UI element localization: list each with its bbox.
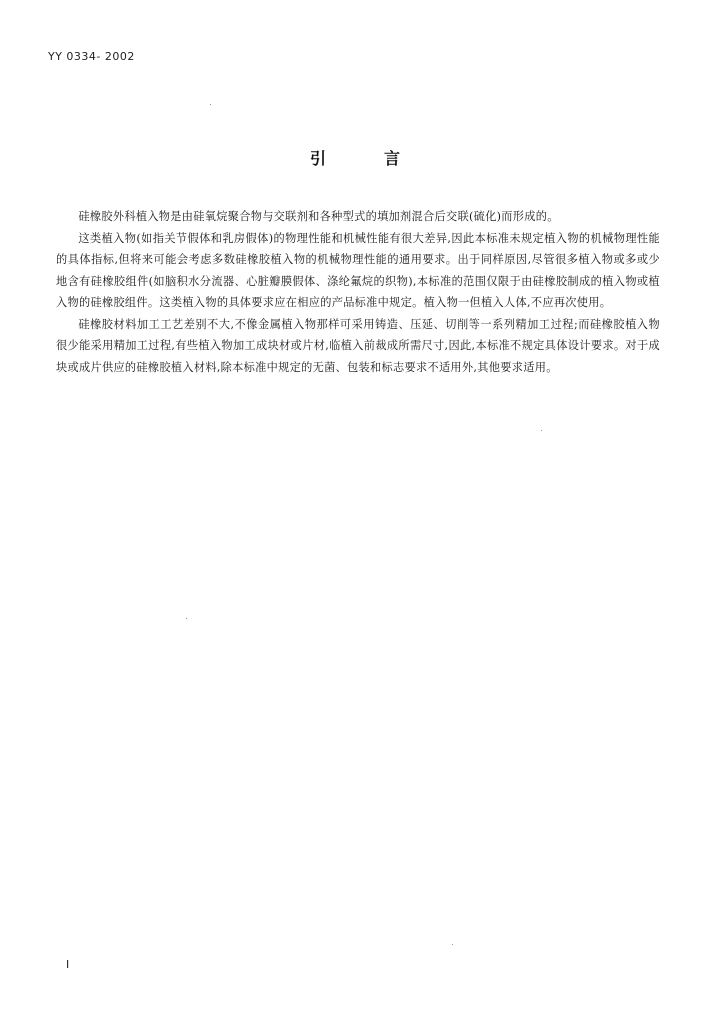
paragraph-2: 这类植入物(如指关节假体和乳房假体)的物理性能和机械性能有很大差异,因此本标准未规定植入物的机械物理性能的具体指标,但将来可能会考虑多数硅橡胶植入物的机械物理性能的通用要求。出于同样原因,尽管很多植入物或多或少地含有硅橡胶组件(如脑积水分流器、心脏瓣膜假体、涤纶氟烷的织物),本标准的范围仅限于由硅橡胶制成的植入物或植入物的硅橡胶组件。这类植入物的具体要求应在相应的产品标准中规定。植入物一但植入人体,不应再次使用。 xyxy=(56,231,660,309)
scan-speck xyxy=(186,618,187,619)
paragraph-3: 硅橡胶材料加工工艺差别不大,不像金属植入物那样可采用铸造、压延、切削等一系列精加工过程;而硅橡胶植入物很少能采用精加工过程,有些植入物加工成块材或片材,临植入前裁成所需尺寸,因此,本标准不规定具体设计要求。对于成块或成片供应的硅橡胶植入材料,除本标准中规定的无菌、包装和标志要求不适用外,其他要求适用。 xyxy=(56,317,660,374)
scan-speck xyxy=(452,944,453,945)
scan-speck xyxy=(210,104,211,105)
standard-number: YY 0334- 2002 xyxy=(48,50,135,63)
body-text xyxy=(56,206,660,378)
paragraph-1: 硅橡胶外科植入物是由硅氧烷聚合物与交联剂和各种型式的填加剂混合后交联(硫化)而形成的。 xyxy=(78,210,559,223)
scan-speck xyxy=(541,430,542,431)
section-title: 引言 xyxy=(309,149,458,168)
page-number: I xyxy=(66,958,70,971)
